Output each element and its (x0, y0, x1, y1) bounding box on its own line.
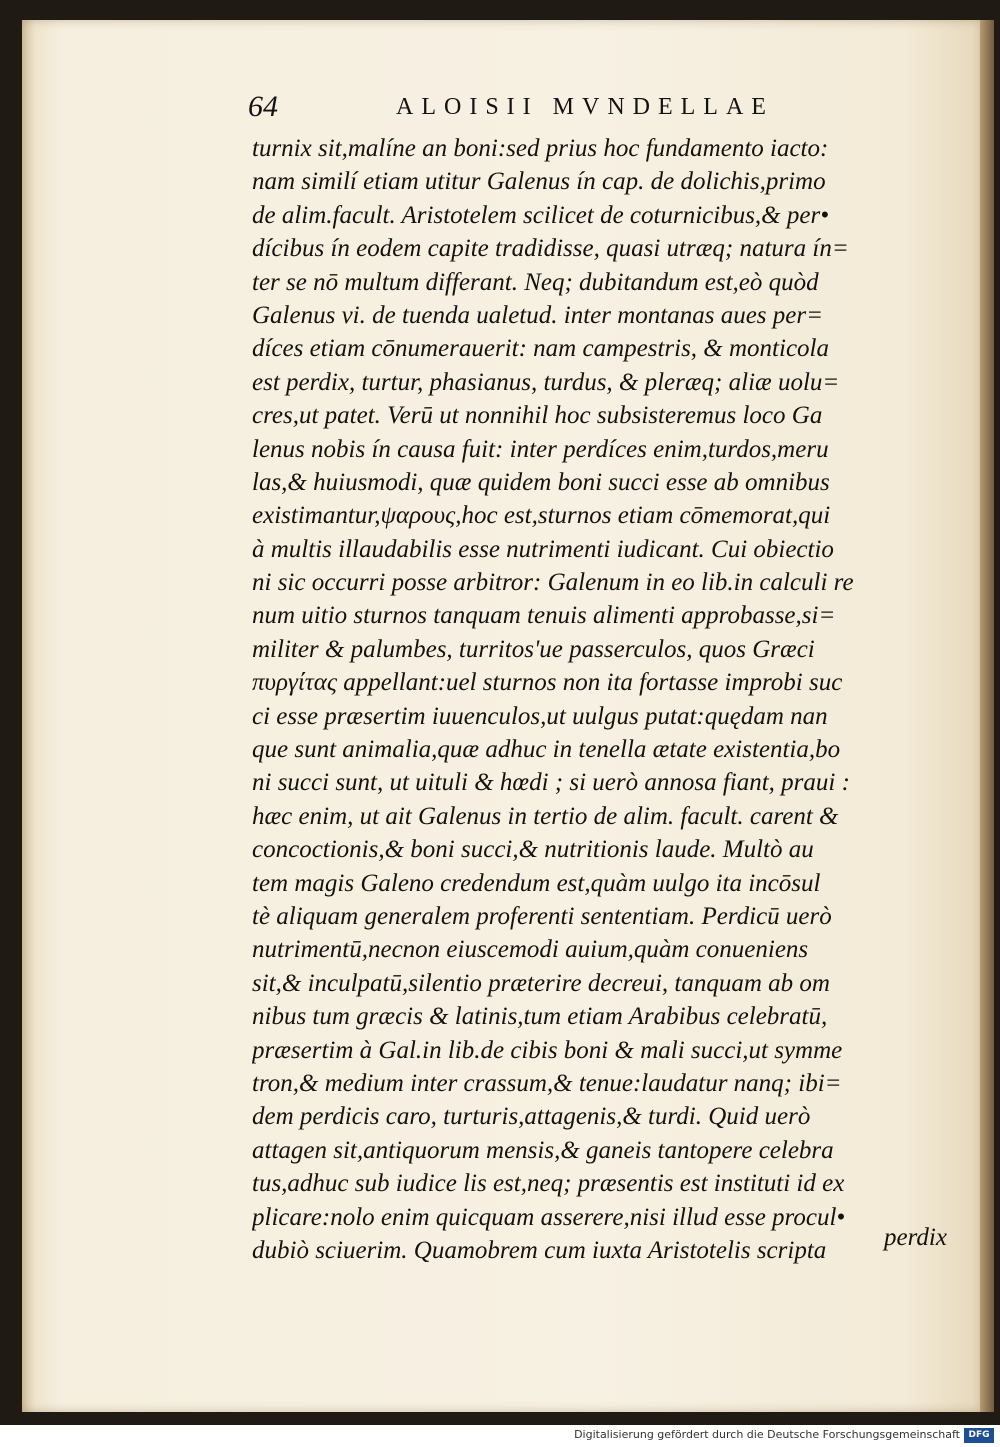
page-edge (980, 20, 994, 1412)
text-line: πυργίτας appellant:uel sturnos non ita fortasse improbi suc (252, 669, 843, 697)
running-head: ALOISII MVNDELLAE (396, 94, 774, 120)
text-line: dícibus ín eodem capite tradidisse, quasi utræq; natura ín= (252, 235, 849, 263)
text-line: díces etiam cōnumerauerit: nam campestris, & monticola (252, 335, 829, 363)
text-line: sit,& inculpatū,silentio præterire decreui, tanquam ab om (252, 969, 830, 997)
text-line: præsertim à Gal.in lib.de cibis boni & mali succi,ut symme (252, 1036, 843, 1064)
text-line: que sunt animalia,quæ adhuc in tenella ætate existentia,bo (252, 736, 841, 764)
text-line: à multis illaudabilis esse nutrimenti iudicant. Cui obiectio (252, 535, 834, 563)
text-line: tron,& medium inter crassum,& tenue:laudatur nanq; ibi= (252, 1069, 842, 1097)
catchword: perdix (884, 1224, 947, 1251)
text-line: ni sic occurri posse arbitror: Galenum in eo lib.in calculi re (252, 569, 854, 597)
text-line: attagen sit,antiquorum mensis,& ganeis tantopere celebra (252, 1136, 834, 1164)
page-header (248, 80, 808, 130)
text-line: lenus nobis ín causa fuit: inter perdíces enim,turdos,meru (252, 435, 829, 463)
text-line: turnix sit,malíne an boni:sed prius hoc fundamento iacto: (252, 135, 829, 162)
text-line: concoctionis,& boni succi,& nutritionis laude. Multò au (252, 836, 814, 864)
text-line: ci esse præsertim iuuenculos,ut uulgus putat:quędam nan (252, 702, 828, 730)
text-line: tus,adhuc sub iudice lis est,neq; præsentis est instituti id ex (252, 1170, 845, 1198)
text-line: tè aliquam generalem proferenti sententiam. Perdicū uerò (252, 902, 832, 930)
text-line: de alim.facult. Aristotelem scilicet de coturnicibus,& per• (252, 201, 829, 229)
text-line: ni succi sunt, ut uituli & hœdi ; si uerò annosa fiant, praui : (252, 769, 850, 797)
text-line: tem magis Galeno credendum est,quàm uulgo ita incōsul (252, 869, 821, 897)
text-line: cres,ut patet. Verū ut nonnihil hoc subsisteremus loco Ga (252, 402, 823, 430)
text-line: nutrimentū,necnon eiuscemodi auium,quàm conueniens (252, 936, 809, 964)
page-number: 64 (248, 90, 278, 123)
text-line: Galenus vi. de tuenda ualetud. inter montanas aues per= (252, 301, 823, 329)
text-line: dem perdicis caro, turturis,attagenis,& turdi. Quid uerò (252, 1103, 811, 1131)
text-line: las,& huiusmodi, quæ quidem boni succi esse ab omnibus (252, 468, 830, 496)
text-line: nam similí etiam utitur Galenus ín cap. de dolichis,primo (252, 168, 826, 196)
text-line: nibus tum græcis & latinis,tum etiam Arabibus celebratū, (252, 1003, 828, 1031)
text-line: hæc enim, ut ait Galenus in tertio de alim. facult. carent & (252, 802, 839, 830)
text-line: est perdix, turtur, phasianus, turdus, & pleræq; aliæ uolu= (252, 368, 840, 396)
text-line: num uitio sturnos tanquam tenuis alimenti approbasse,si= (252, 602, 836, 630)
funding-credit: Digitalisierung gefördert durch die Deutsche Forschungsgemeinschaft (574, 1428, 960, 1441)
text-line: dubiò sciuerim. Quamobrem cum iuxta Aristotelis scripta (252, 1236, 827, 1264)
body-text (252, 132, 972, 1267)
footer-bar (0, 1425, 1000, 1447)
text-line: militer & palumbes, turritos'ue passerculos, quos Græci (252, 635, 815, 663)
text-line: ter se nō multum differant. Neq; dubitandum est,eò quòd (252, 268, 819, 296)
dfg-logo: DFG (964, 1428, 994, 1443)
text-line: plicare:nolo enim quicquam asserere,nisi illud esse procul• (252, 1203, 846, 1231)
text-line: existimantur,ψαρους,hoc est,sturnos etiam cōmemorat,qui (252, 502, 831, 530)
